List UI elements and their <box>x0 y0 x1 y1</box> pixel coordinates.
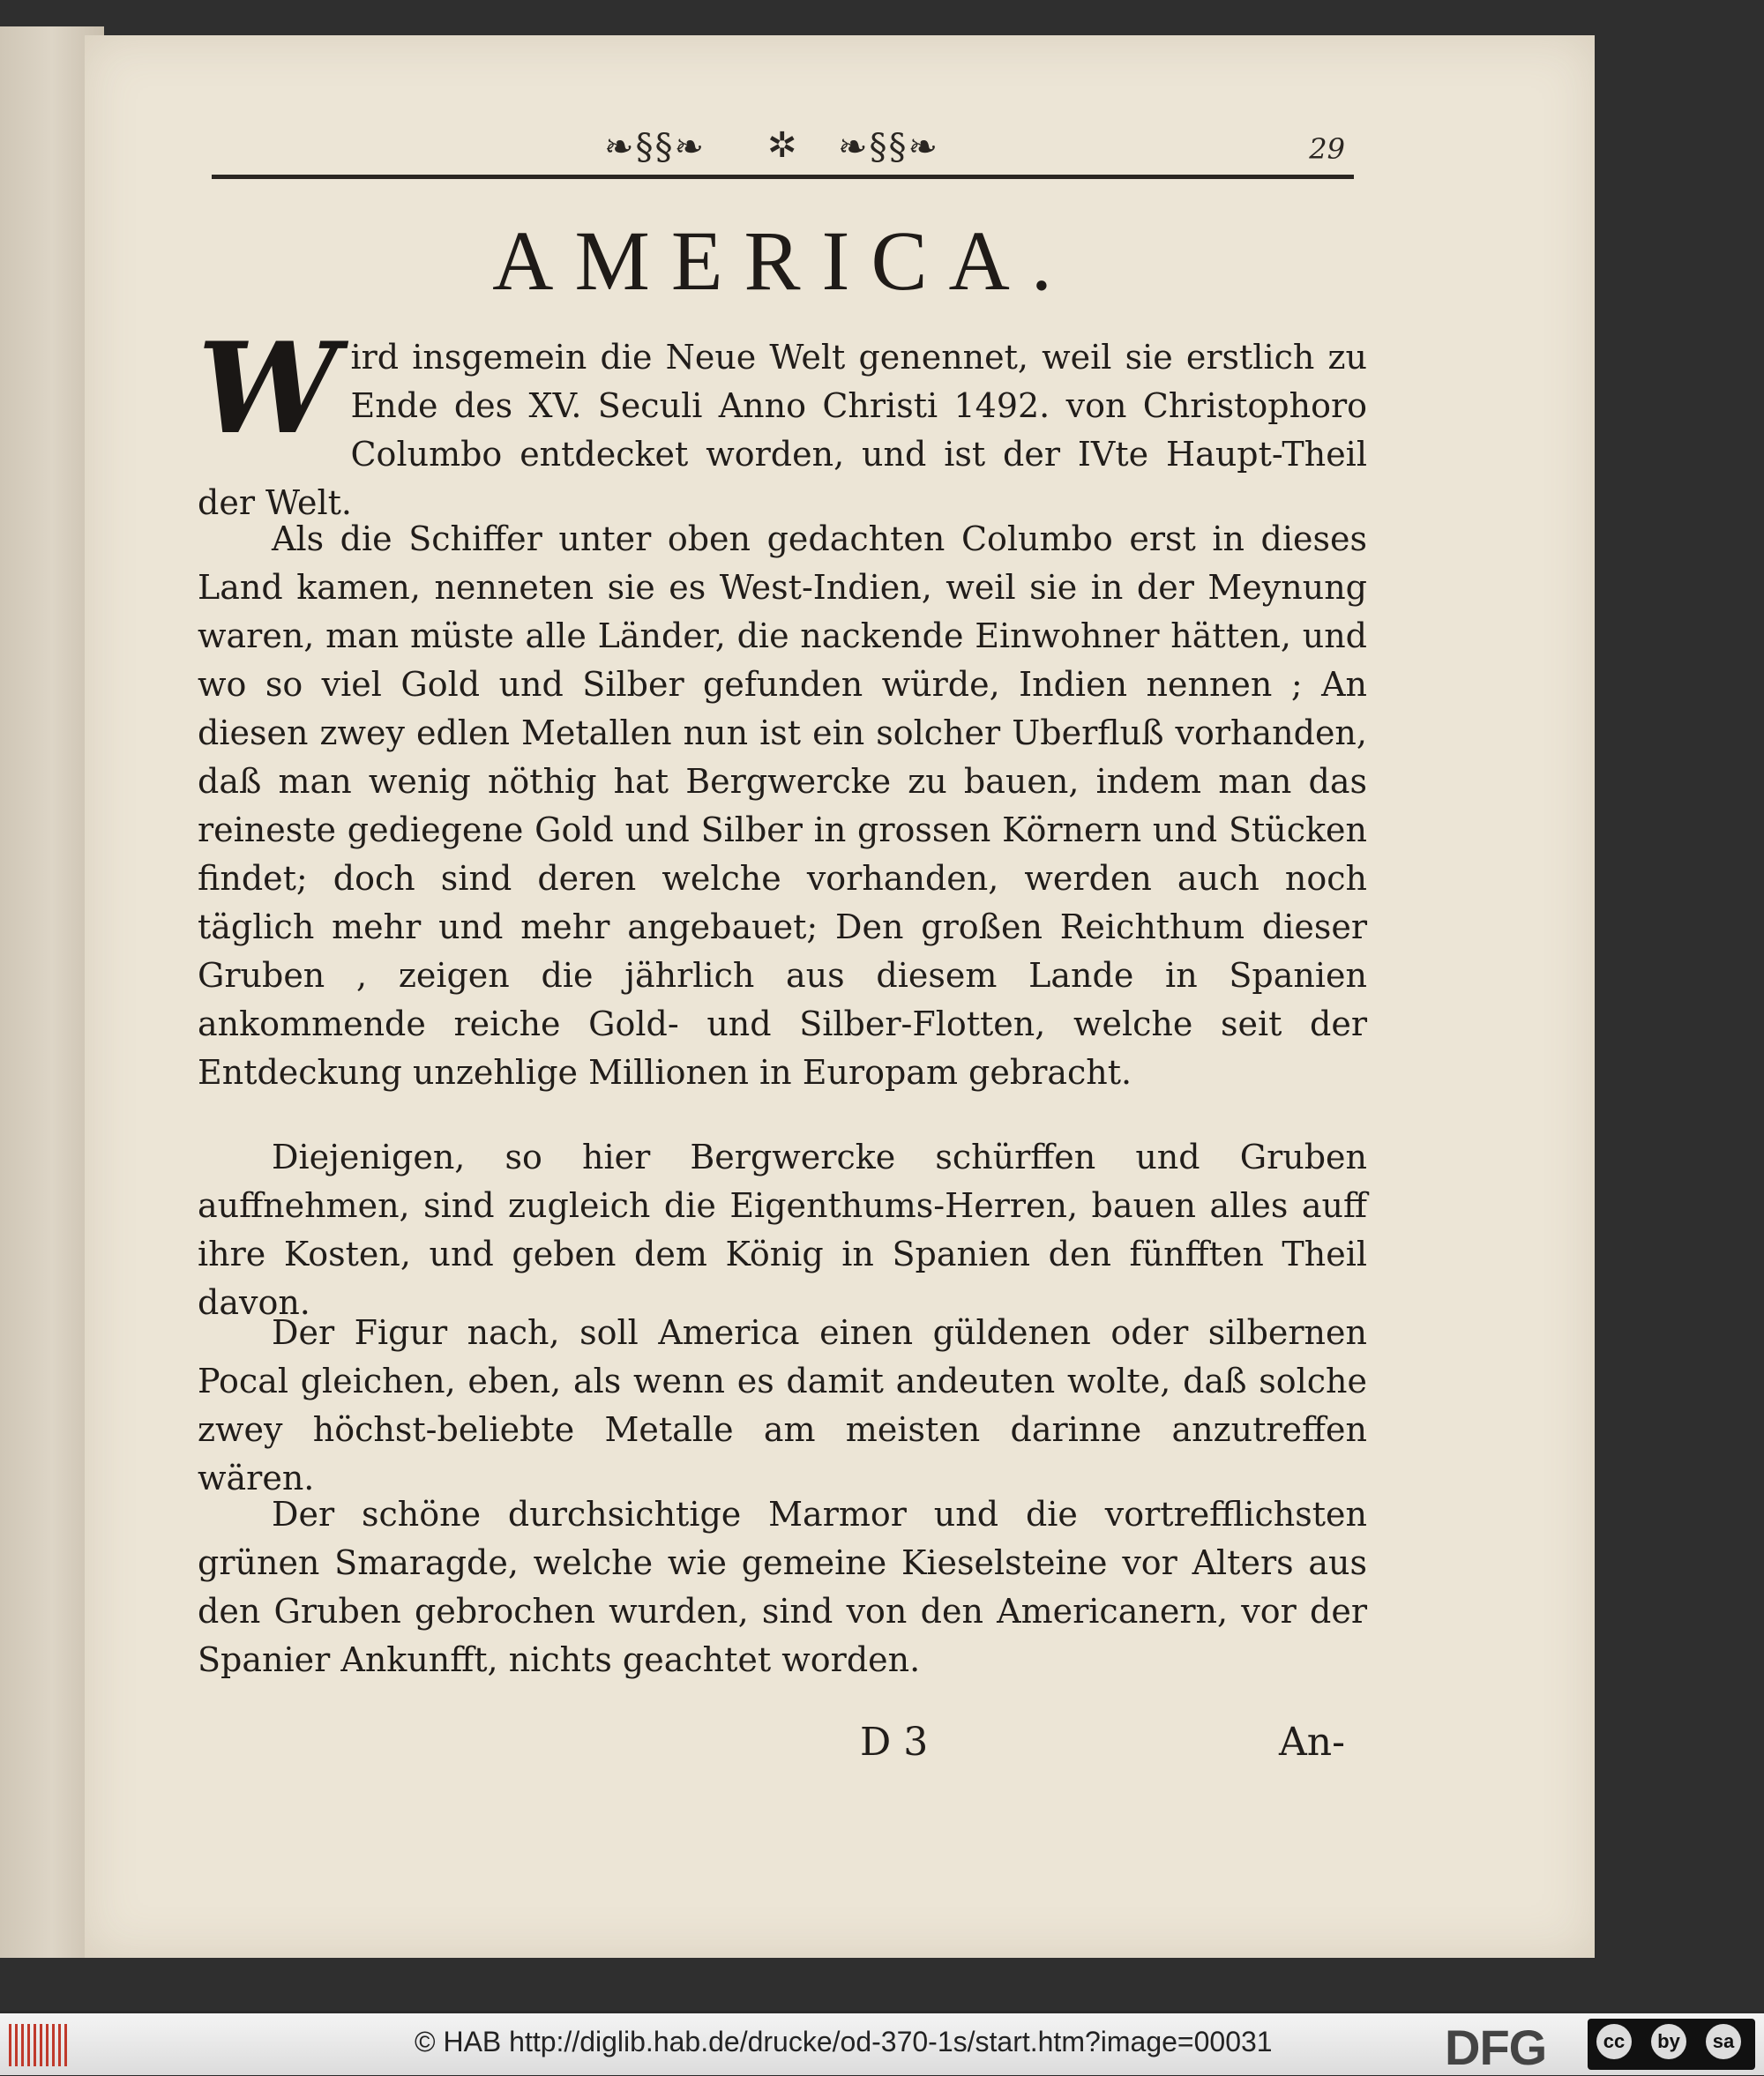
paragraph-1 <box>198 316 1367 527</box>
paragraph-1-text: ird insgemein die Neue Welt genennet, weil sie erstlich zu Ende des XV. Seculi Anno Christi 1492. von Christophoro Columbo entdecket worden, und ist der IVte Haupt-Theil der Welt. <box>198 338 1367 522</box>
paragraph-4: Der Figur nach, soll America einen güldenen oder silbernen Pocal gleichen, eben, als wenn es damit andeuten wolte, daß solche zwey höchst-beliebte Metalle am meisten darinne anzutreffen wären. <box>198 1313 1367 1497</box>
barcode-icon <box>9 2024 71 2066</box>
by-icon: by <box>1651 2024 1686 2059</box>
ornament-right-icon: ❧§§❧ <box>838 127 940 168</box>
header-rule <box>212 175 1354 179</box>
dfg-logo: DFG <box>1445 2020 1547 2075</box>
signature-mark: D 3 <box>860 1720 929 1765</box>
page-number: 29 <box>1309 132 1345 166</box>
sa-icon: sa <box>1706 2024 1741 2059</box>
license-badge[interactable] <box>1588 2019 1755 2070</box>
ornament-left-icon: ❧§§❧ <box>604 127 706 168</box>
page-title: AMERICA. <box>492 213 1073 308</box>
source-link[interactable]: © HAB http://diglib.hab.de/drucke/od-370-1s/start.htm?image=00031 <box>415 2026 1273 2057</box>
paragraph-5: Der schöne durchsichtige Marmor und die vortrefflichsten grünen Smaragde, welche wie gemeine Kieselsteine vor Alters aus den Gruben gebrochen wurden, sind von den Americanern, vor der Spanier Ankunfft, nichts geachtet worden. <box>198 1495 1367 1679</box>
catchword: An- <box>1279 1720 1345 1765</box>
viewer-footer <box>0 2013 1764 2075</box>
page-header <box>212 123 1354 185</box>
dropcap: W <box>198 316 339 462</box>
cc-icon: cc <box>1596 2024 1632 2059</box>
ornament-star-icon: ✲ <box>767 125 799 166</box>
paragraph-2: Als die Schiffer unter oben gedachten Columbo erst in dieses Land kamen, nenneten sie es West-Indien, weil sie in der Meynung waren, man müste alle Länder, die nackende Einwohner hätten, und wo so viel Gold und Silber gefunden würde, Indien nennen ; An diesen zwey edlen Metallen nun ist ein solcher Uberfluß vorhanden, daß man wenig nöthig hat Bergwercke zu bauen, indem man das reineste gediegene Gold und Silber in grossen Körnern und Stücken findet; doch sind deren welche vorhanden, werden auch noch täglich mehr und mehr angebauet; Den großen Reichthum dieser Gruben , zeigen die jährlich aus diesem Lande in Spanien ankommende reiche Gold- und Silber-Flotten, welche seit der Entdeckung unzehlige Millionen in Europam gebracht. <box>198 519 1367 1092</box>
paragraph-3: Diejenigen, so hier Bergwercke schürffen und Gruben auffnehmen, sind zugleich die Eigenthums-Herren, bauen alles auff ihre Kosten, und geben dem König in Spanien den fünfften Theil davon. <box>198 1138 1367 1322</box>
